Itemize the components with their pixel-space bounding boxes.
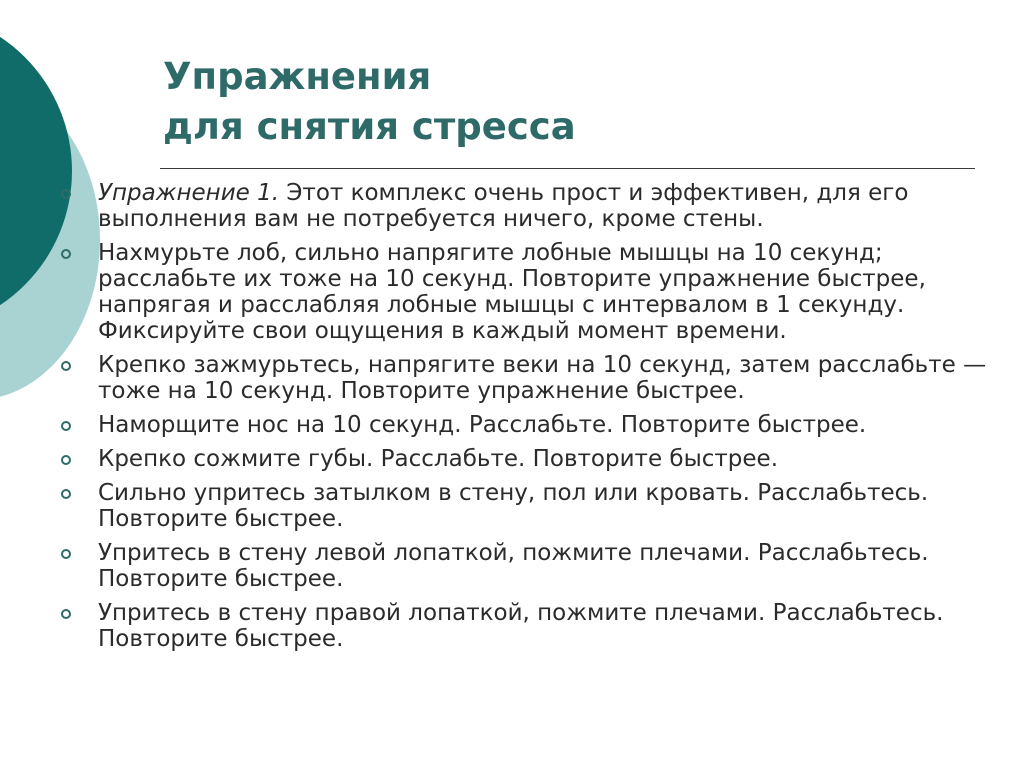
- item-text: Крепко сожмите губы. Расслабьте. Повторите быстрее.: [98, 446, 779, 472]
- list-item: [60, 446, 990, 472]
- circle-bullet-icon: [61, 489, 71, 499]
- item-text: Нахмурьте лоб, сильно напрягите лобные мышцы на 10 секунд; расслабьте их тоже на 10 секунд. Повторите упражнение быстрее, напрягая и расслабляя лобные мышцы с интервалом в 1 секунду. Фиксируйте свои ощущения в каждый момент времени.: [98, 240, 926, 344]
- item-text: Крепко зажмурьтесь, напрягите веки на 10 секунд, затем расслабьте — тоже на 10 секунд. Повторите упражнение быстрее.: [98, 352, 987, 404]
- item-text: Упритесь в стену правой лопаткой, пожмите плечами. Расслабьтесь. Повторите быстрее.: [98, 600, 944, 652]
- list-item: [60, 352, 990, 404]
- list-item: [60, 540, 990, 592]
- slide-title-line-2: для снятия стресса: [163, 105, 576, 148]
- circle-bullet-icon: [61, 249, 71, 259]
- circle-bullet-icon: [61, 361, 71, 371]
- title-divider: [160, 168, 975, 169]
- list-item: [60, 180, 990, 232]
- item-text: Этот комплекс очень прост и эффективен, для его выполнения вам не потребуется ничего, кроме стены.: [98, 180, 909, 232]
- circle-bullet-icon: [61, 421, 71, 431]
- circle-bullet-icon: [61, 189, 71, 199]
- list-item: [60, 412, 990, 438]
- slide-title: [163, 52, 963, 152]
- item-text: Сильно упритесь затылком в стену, пол или кровать. Расслабьтесь. Повторите быстрее.: [98, 480, 929, 532]
- circle-bullet-icon: [61, 455, 71, 465]
- exercise-list: [60, 180, 990, 660]
- list-item: [60, 480, 990, 532]
- item-text: Упритесь в стену левой лопаткой, пожмите плечами. Расслабьтесь. Повторите быстрее.: [98, 540, 929, 592]
- circle-bullet-icon: [61, 549, 71, 559]
- circle-bullet-icon: [61, 609, 71, 619]
- list-item: [60, 600, 990, 652]
- list-item: [60, 240, 990, 344]
- slide-title-line-1: Упражнения: [163, 55, 432, 98]
- item-text: Наморщите нос на 10 секунд. Расслабьте. Повторите быстрее.: [98, 412, 867, 438]
- item-lead: Упражнение 1.: [98, 180, 280, 206]
